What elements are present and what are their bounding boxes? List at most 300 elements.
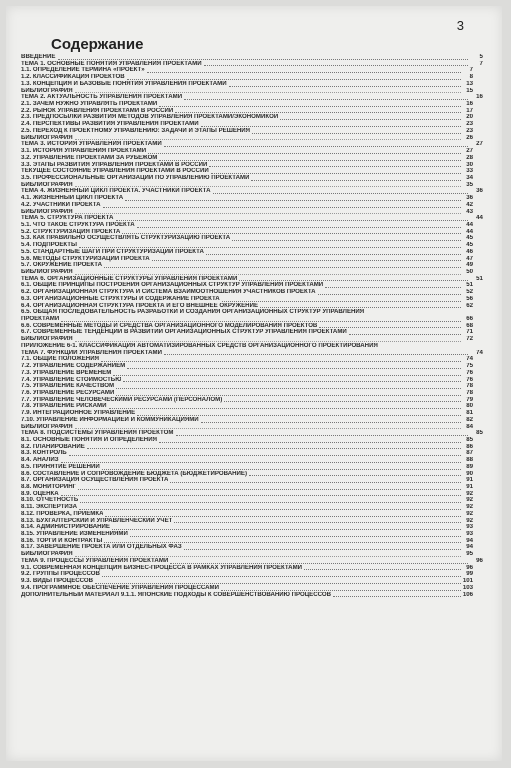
toc-entry-page: 91 — [466, 477, 473, 484]
dot-leader — [204, 65, 468, 66]
toc-entry-title: 3.3. ЭТАПЫ РАЗВИТИЯ УПРАВЛЕНИЯ ПРОЕКТАМИ В РОССИИ — [21, 161, 208, 168]
dot-leader — [349, 334, 461, 335]
toc-entry — [21, 531, 483, 538]
toc-entry — [21, 592, 483, 599]
toc-entry — [21, 524, 483, 531]
toc-entry-page: 43 — [466, 208, 473, 215]
toc-entry-page: 106 — [462, 591, 473, 598]
toc-entry — [21, 229, 483, 236]
dot-leader — [79, 509, 461, 510]
dot-leader — [105, 516, 461, 517]
toc-entry-page: 28 — [466, 154, 473, 161]
dot-leader — [325, 287, 461, 288]
dot-leader — [112, 529, 461, 530]
toc-entry-title: БИБЛИОГРАФИЯ — [21, 336, 73, 343]
toc-entry-title: 6.5. ОБЩАЯ ПОСЛЕДОВАТЕЛЬНОСТЬ РАЗРАБОТКИ И СОЗДАНИЯ ОРГАНИЗАЦИОННЫХ СТРУКТУР УПРАВЛЕНИЯ — [21, 309, 365, 316]
toc-entry-title: 4.1. ЖИЗНЕННЫЙ ЦИКЛ ПРОЕКТА — [21, 195, 124, 202]
dot-leader — [116, 395, 461, 396]
toc-entry-title: 2.1. ЗАЧЕМ НУЖНО УПРАВЛЯТЬ ПРОЕКТАМИ — [21, 101, 158, 108]
toc-entry-page: 45 — [466, 235, 473, 242]
toc-entry-page: 84 — [466, 423, 473, 430]
toc-entry-title: 8.14. АДМИНИСТРИРОВАНИЕ — [21, 524, 110, 531]
toc-entry-title: 5.3. КАК ПРАВИЛЬНО ОСУЩЕСТВЛЯТЬ СТРУКТУРИЗАЦИЮ ПРОЕКТА — [21, 235, 231, 242]
dot-leader — [232, 240, 461, 241]
toc-entry-page: 92 — [466, 497, 473, 504]
dot-leader — [152, 260, 461, 261]
toc-entry — [21, 182, 483, 189]
toc-entry-page: 30 — [466, 161, 473, 168]
toc-entry-title: ВВЕДЕНИЕ — [21, 54, 56, 61]
toc-entry-page: 44 — [476, 215, 483, 222]
dot-leader — [147, 72, 461, 73]
toc-entry — [21, 444, 483, 451]
toc-entry-title: 8.6. СОСТАВЛЕНИЕ И СОПРОВОЖДЕНИЕ БЮДЖЕТА (БЮДЖЕТИРОВАНИЕ) — [21, 470, 247, 477]
toc-entry-title: БИБЛИОГРАФИЯ — [21, 208, 73, 215]
dot-leader — [61, 462, 461, 463]
toc-entry-page: 99 — [466, 571, 473, 578]
toc-entry — [21, 168, 483, 175]
page-title: Содержание — [51, 36, 144, 53]
toc-entry-title: 6.4. ОРГАНИЗАЦИОННАЯ СТРУКТУРА ПРОЕКТА И ЕГО ВНЕШНЕЕ ОКРУЖЕНИЕ — [21, 302, 259, 309]
dot-leader — [127, 79, 461, 80]
book-page — [6, 6, 502, 761]
toc-entry-title: БИБЛИОГРАФИЯ — [21, 181, 73, 188]
dot-leader — [249, 475, 461, 476]
toc-entry-page: 35 — [466, 181, 473, 188]
toc-entry-title: 3.1. ИСТОРИЯ УПРАВЛЕНИЯ ПРОЕКТАМИ — [21, 148, 147, 155]
toc-entry-page: 8 — [469, 74, 473, 81]
toc-entry-page: 7 — [469, 67, 473, 74]
dot-leader — [170, 482, 461, 483]
toc-entry-title: 6.2. ОРГАНИЗАЦИОННАЯ СТРУКТУРА И СИСТЕМА ВЗАИМООТНОШЕНИЯ УЧАСТНИКОВ ПРОЕКТА — [21, 289, 316, 296]
toc-entry-title: ТЕМА 6. ОРГАНИЗАЦИОННЫЕ СТРУКТУРЫ УПРАВЛЕНИЯ ПРОЕКТАМИ — [21, 275, 238, 282]
dot-leader — [109, 408, 461, 409]
toc-entry — [21, 309, 483, 316]
toc-entry — [21, 491, 483, 498]
toc-entry-page: 71 — [466, 329, 473, 336]
toc-entry-title: 7.3. УПРАВЛЕНИЕ ВРЕМЕНЕМ — [21, 369, 112, 376]
toc-topic-entry — [21, 54, 483, 61]
toc-entry-title: 6.3. ОРГАНИЗАЦИОННЫЕ СТРУКТУРЫ И СОДЕРЖАНИЕ ПРОЕКТА — [21, 295, 220, 302]
toc-entry-page: 78 — [466, 383, 473, 390]
toc-entry — [21, 121, 483, 128]
dot-leader — [175, 112, 461, 113]
toc-entry-title: БИБЛИОГРАФИЯ — [21, 134, 73, 141]
toc-entry-page: 91 — [466, 484, 473, 491]
toc-entry — [21, 256, 483, 263]
toc-entry-page: 76 — [466, 369, 473, 376]
toc-entry-page: 45 — [466, 242, 473, 249]
toc-entry-title: ТЕМА 3. ИСТОРИЯ УПРАВЛЕНИЯ ПРОЕКТАМИ — [21, 141, 162, 148]
toc-entry-page: 62 — [466, 302, 473, 309]
toc-entry — [21, 222, 483, 229]
toc-entry-title: ТЕМА 2. АКТУАЛЬНОСТЬ УПРАВЛЕНИЯ ПРОЕКТАМИ — [21, 94, 183, 101]
dot-leader — [80, 502, 461, 503]
dot-leader — [78, 489, 461, 490]
toc-entry — [21, 343, 483, 350]
toc-entry — [21, 578, 483, 585]
toc-entry-page: 101 — [462, 578, 473, 585]
toc-entry-page: 96 — [466, 564, 473, 571]
toc-entry-page: 51 — [466, 282, 473, 289]
dot-leader — [251, 180, 461, 181]
toc-entry-page: 88 — [466, 457, 473, 464]
dot-leader — [239, 280, 468, 281]
dot-leader — [221, 590, 461, 591]
toc-entry — [21, 135, 483, 142]
table-of-contents — [21, 54, 483, 598]
toc-entry-page: 93 — [466, 524, 473, 531]
toc-entry — [21, 155, 483, 162]
toc-topic-entry — [21, 61, 483, 68]
toc-entry-title: 8.3. КОНТРОЛЬ — [21, 450, 67, 457]
toc-entry — [21, 101, 483, 108]
dot-leader — [176, 435, 468, 436]
dot-leader — [164, 146, 468, 147]
dot-leader — [116, 220, 468, 221]
dot-leader — [122, 233, 461, 234]
dot-leader — [79, 247, 461, 248]
toc-topic-entry — [21, 215, 483, 222]
toc-entry — [21, 450, 483, 457]
dot-leader — [213, 193, 468, 194]
toc-entry-page: 23 — [466, 121, 473, 128]
dot-leader — [75, 274, 461, 275]
toc-entry-title: 8.11. ЭКСПЕРТИЗА — [21, 504, 78, 511]
dot-leader — [102, 576, 461, 577]
toc-entry-page: 44 — [466, 221, 473, 228]
toc-entry — [21, 551, 483, 558]
toc-entry-title: 9.2. ГРУППЫ ПРОЦЕССОВ — [21, 571, 100, 578]
toc-entry-page: 7 — [479, 60, 483, 67]
toc-entry — [21, 504, 483, 511]
toc-entry-page: 36 — [466, 195, 473, 202]
toc-topic-entry — [21, 188, 483, 195]
toc-entry-title: ПРОЕКТАМИ — [21, 316, 60, 323]
toc-entry-page: 103 — [462, 584, 473, 591]
toc-entry — [21, 403, 483, 410]
toc-entry — [21, 538, 483, 545]
toc-entry-title: БИБЛИОГРАФИЯ — [21, 423, 73, 430]
toc-entry — [21, 397, 483, 404]
toc-entry-page: 72 — [466, 336, 473, 343]
toc-entry — [21, 81, 483, 88]
toc-entry — [21, 175, 483, 182]
dot-leader — [159, 106, 461, 107]
toc-entry — [21, 356, 483, 363]
toc-entry-page: 74 — [476, 349, 483, 356]
toc-entry-page: 15 — [466, 87, 473, 94]
toc-entry-title: ТЕМА 1. ОСНОВНЫЕ ПОНЯТИЯ УПРАВЛЕНИЯ ПРОЕКТАМИ — [21, 60, 202, 67]
toc-entry — [21, 128, 483, 135]
toc-entry-title: 1.3. КОНЦЕПЦИЯ И БАЗОВЫЕ ПОНЯТИЯ УПРАВЛЕНИЯ ПРОЕКТАМИ — [21, 80, 227, 87]
dot-leader — [75, 556, 461, 557]
dot-leader — [102, 469, 461, 470]
toc-entry-page: 44 — [466, 228, 473, 235]
toc-entry — [21, 202, 483, 209]
toc-entry — [21, 417, 483, 424]
toc-entry — [21, 437, 483, 444]
toc-entry-page: 36 — [476, 188, 483, 195]
toc-entry-title: 9.3. ВИДЫ ПРОЦЕССОВ — [21, 578, 94, 585]
toc-entry-page: 95 — [466, 551, 473, 558]
toc-entry-page: 34 — [466, 174, 473, 181]
dot-leader — [75, 139, 461, 140]
toc-entry-title: 4.2. УЧАСТНИКИ ПРОЕКТА — [21, 201, 101, 208]
toc-entry-title: 7.7. УПРАВЛЕНИЕ ЧЕЛОВЕЧЕСКИМИ РЕСУРСАМИ (ПЕРСОНАЛОМ) — [21, 396, 223, 403]
toc-entry-title: 8.13. БУХГАЛТЕРСКИЙ И УПРАВЛЕНЧЕСКИЙ УЧЕТ — [21, 517, 173, 524]
toc-entry-title: 8.7. ОРГАНИЗАЦИЯ ОСУЩЕСТВЛЕНИЯ ПРОЕКТА — [21, 477, 169, 484]
toc-entry-page: 26 — [466, 134, 473, 141]
toc-entry — [21, 424, 483, 431]
toc-entry-page: 81 — [466, 410, 473, 417]
dot-leader — [229, 86, 461, 87]
toc-entry-title: 9.1. СОВРЕМЕННАЯ КОНЦЕПЦИЯ БИЗНЕС-ПРОЦЕССА В РАМКАХ УПРАВЛЕНИЯ ПРОЕКТАМИ — [21, 564, 303, 571]
toc-entry-page: 82 — [466, 416, 473, 423]
dot-leader — [333, 596, 461, 597]
toc-entry-page: 75 — [466, 363, 473, 370]
toc-entry-title: 8.1. ОСНОВНЫЕ ПОНЯТИЯ И ОПРЕДЕЛЕНИЯ — [21, 436, 157, 443]
toc-entry-title: 8.10. ОТЧЕТНОСТЬ — [21, 497, 79, 504]
dot-leader — [137, 415, 461, 416]
toc-entry-title: 8.16. ТОРГИ И КОНТРАКТЫ — [21, 537, 103, 544]
dot-leader — [211, 173, 461, 174]
dot-leader — [209, 166, 461, 167]
dot-leader — [61, 495, 461, 496]
toc-topic-entry — [21, 350, 483, 357]
toc-topic-entry — [21, 94, 483, 101]
dot-leader — [103, 207, 461, 208]
dot-leader — [137, 227, 461, 228]
dot-leader — [101, 361, 461, 362]
toc-entry — [21, 571, 483, 578]
toc-entry-title: 6.1. ОБЩИЕ ПРИНЦИПЫ ПОСТРОЕНИЯ ОРГАНИЗАЦИОННЫХ СТРУКТУР УПРАВЛЕНИЯ ПРОЕКТАМИ — [21, 282, 324, 289]
toc-entry-title: 7.9. ИНТЕГРАЦИОННОЕ УПРАВЛЕНИЕ — [21, 410, 136, 417]
toc-entry — [21, 377, 483, 384]
dot-leader — [164, 354, 468, 355]
toc-entry — [21, 390, 483, 397]
toc-entry-title: 7.4. УПРАВЛЕНИЕ СТОИМОСТЬЮ — [21, 376, 122, 383]
toc-entry-page: 46 — [466, 248, 473, 255]
toc-entry-title: 8.8. МОНИТОРИНГ — [21, 484, 77, 491]
toc-entry — [21, 289, 483, 296]
dot-leader — [127, 368, 461, 369]
toc-entry — [21, 67, 483, 74]
toc-entry — [21, 565, 483, 572]
toc-entry-page: 52 — [466, 289, 473, 296]
toc-entry — [21, 477, 483, 484]
toc-entry — [21, 370, 483, 377]
dot-leader — [159, 160, 461, 161]
toc-entry-page: 16 — [476, 94, 483, 101]
toc-entry — [21, 464, 483, 471]
toc-entry-page: 89 — [466, 463, 473, 470]
toc-entry-page: 96 — [476, 557, 483, 564]
toc-entry-page: 23 — [466, 127, 473, 134]
toc-entry-title: БИБЛИОГРАФИЯ — [21, 269, 73, 276]
dot-leader — [304, 569, 461, 570]
toc-entry-title: ТЕКУЩЕЕ СОСТОЯНИЕ УПРАВЛЕНИЯ ПРОЕКТАМИ В РОССИИ — [21, 168, 209, 175]
toc-entry-title: ПРИЛОЖЕНИЕ 6-1. КЛАССИФИКАЦИЯ АВТОМАТИЗИРОВАННЫХ СРЕДСТВ ОРГАНИЗАЦИОННОГО ПРОЕКТИРОВАНИЯ — [21, 342, 378, 349]
toc-entry — [21, 585, 483, 592]
dot-leader — [252, 133, 461, 134]
toc-entry-page: 27 — [476, 141, 483, 148]
toc-entry-title: 7.10. УПРАВЛЕНИЕ ИНФОРМАЦИЕЙ И КОММУНИКАЦИЯМИ — [21, 416, 199, 423]
toc-entry — [21, 363, 483, 370]
toc-entry-title: 8.5. ПРИНЯТИЕ РЕШЕНИЙ — [21, 463, 100, 470]
dot-leader — [75, 186, 461, 187]
toc-entry-title: 7.5. УПРАВЛЕНИЕ КАЧЕСТВОМ — [21, 383, 115, 390]
toc-entry — [21, 497, 483, 504]
toc-entry-page: 47 — [466, 255, 473, 262]
toc-entry-title: 5.6. МЕТОДЫ СТРУКТУРИЗАЦИИ ПРОЕКТА — [21, 255, 150, 262]
toc-entry — [21, 249, 483, 256]
toc-entry-title: 7.2. УПРАВЛЕНИЕ СОДЕРЖАНИЕМ — [21, 363, 126, 370]
toc-entry-page: 93 — [466, 531, 473, 538]
toc-entry-title: 2.5. ПЕРЕХОД К ПРОЕКТНОМУ УПРАВЛЕНИЮ: ЗАДАЧИ И ЭТАПЫ РЕШЕНИЯ — [21, 127, 251, 134]
dot-leader — [159, 442, 461, 443]
dot-leader — [222, 301, 461, 302]
toc-entry-title: 2.3. ПРЕДПОСЫЛКИ РАЗВИТИЯ МЕТОДОВ УПРАВЛЕНИЯ ПРОЕКТАМИ/ЭКОНОМИКОЙ — [21, 114, 279, 121]
toc-entry-page: 27 — [466, 148, 473, 155]
toc-entry — [21, 148, 483, 155]
dot-leader — [148, 153, 461, 154]
toc-entry-title: 1.2. КЛАССИФИКАЦИЯ ПРОЕКТОВ — [21, 74, 125, 81]
dot-leader — [260, 307, 461, 308]
toc-entry-title: БИБЛИОГРАФИЯ — [21, 551, 73, 558]
toc-entry — [21, 108, 483, 115]
dot-leader — [75, 92, 461, 93]
toc-entry-title: 8.12. ПРОВЕРКА, ПРИЕМКА — [21, 510, 104, 517]
toc-entry-title: 3.5. ПРОФЕССИОНАЛЬНЫЕ ОРГАНИЗАЦИИ ПО УПРАВЛЕНИЮ ПРОЕКТАМИ — [21, 174, 250, 181]
toc-entry — [21, 518, 483, 525]
dot-leader — [87, 448, 461, 449]
page-number: 3 — [456, 18, 464, 33]
toc-entry — [21, 195, 483, 202]
dot-leader — [280, 119, 461, 120]
dot-leader — [170, 563, 468, 564]
toc-entry — [21, 114, 483, 121]
toc-entry-page: 50 — [466, 269, 473, 276]
toc-entry-title: 5.4. ПОДПРОЕКТЫ — [21, 242, 77, 249]
dot-leader — [95, 583, 461, 584]
dot-leader — [123, 381, 461, 382]
toc-entry — [21, 471, 483, 478]
dot-leader — [201, 422, 461, 423]
toc-entry-page: 85 — [476, 430, 483, 437]
dot-leader — [58, 59, 468, 60]
dot-leader — [184, 549, 461, 550]
toc-entry — [21, 282, 483, 289]
toc-entry-title: 2.2. РЫНОК УПРАВЛЕНИЯ ПРОЕКТАМИ В РОССИИ — [21, 107, 174, 114]
toc-entry-title: 8.9. ОЦЕНКА — [21, 490, 59, 497]
toc-entry-title: ТЕМА 4. ЖИЗНЕННЫЙ ЦИКЛ ПРОЕКТА. УЧАСТНИКИ ПРОЕКТА — [21, 188, 211, 195]
toc-entry-page: 87 — [466, 450, 473, 457]
toc-entry-title: 5.1. ЧТО ТАКОЕ СТРУКТУРА ПРОЕКТА — [21, 221, 135, 228]
toc-entry — [21, 457, 483, 464]
toc-entry-title: ДОПОЛНИТЕЛЬНЫЙ МАТЕРИАЛ 9.1.1. ЯПОНСКИЕ ПОДХОДЫ К СОВЕРШЕНСТВОВАНИЮ ПРОЦЕССОВ — [21, 591, 332, 598]
toc-entry-title: 1.1. ОПРЕДЕЛЕНИЕ ТЕРМИНА «ПРОЕКТ» — [21, 67, 145, 74]
toc-entry-title: 7.8. УПРАВЛЕНИЕ РИСКАМИ — [21, 403, 107, 410]
toc-entry — [21, 303, 483, 310]
toc-entry-page: 33 — [466, 168, 473, 175]
toc-entry — [21, 88, 483, 95]
toc-entry-title: ТЕМА 7. ФУНКЦИИ УПРАВЛЕНИЯ ПРОЕКТАМИ — [21, 349, 163, 356]
toc-entry — [21, 242, 483, 249]
toc-entry-page: 92 — [466, 517, 473, 524]
toc-entry-title: ТЕМА 8. ПОДСИСТЕМЫ УПРАВЛЕНИЯ ПРОЕКТОМ — [21, 430, 174, 437]
dot-leader — [113, 375, 461, 376]
toc-entry-title: 6.6. СОВРЕМЕННЫЕ МЕТОДЫ И СРЕДСТВА ОРГАНИЗАЦИОННОГО МОДЕЛИРОВАНИЯ ПРОЕКТОВ — [21, 322, 318, 329]
toc-entry-page: 90 — [466, 470, 473, 477]
toc-entry — [21, 262, 483, 269]
dot-leader — [125, 200, 461, 201]
toc-entry-page: 51 — [476, 275, 483, 282]
toc-entry-title: ТЕМА 9. ПРОЦЕССЫ УПРАВЛЕНИЯ ПРОЕКТАМИ — [21, 557, 169, 564]
toc-entry-title: БИБЛИОГРАФИЯ — [21, 87, 73, 94]
toc-entry-page: 92 — [466, 510, 473, 517]
toc-entry-page: 42 — [466, 201, 473, 208]
toc-topic-entry — [21, 276, 483, 283]
toc-entry-page: 13 — [466, 80, 473, 87]
dot-leader — [174, 522, 461, 523]
toc-entry-page: 20 — [466, 114, 473, 121]
toc-entry-page: 56 — [466, 295, 473, 302]
toc-entry — [21, 316, 483, 323]
toc-entry-page: 76 — [466, 376, 473, 383]
dot-leader — [104, 542, 461, 543]
toc-entry-title: 8.15. УПРАВЛЕНИЕ ИЗМЕНЕНИЯМИ — [21, 531, 128, 538]
toc-entry-title: 7.6. УПРАВЛЕНИЕ РЕСУРСАМИ — [21, 389, 115, 396]
toc-entry-page: 94 — [466, 544, 473, 551]
dot-leader — [61, 321, 461, 322]
toc-entry-page: 17 — [466, 107, 473, 114]
toc-entry-page: 92 — [466, 504, 473, 511]
toc-entry — [21, 410, 483, 417]
toc-topic-entry — [21, 141, 483, 148]
toc-entry-page: 94 — [466, 537, 473, 544]
toc-entry — [21, 544, 483, 551]
dot-leader — [130, 536, 461, 537]
toc-entry-page: 92 — [466, 490, 473, 497]
toc-entry — [21, 329, 483, 336]
toc-entry-page: 80 — [466, 403, 473, 410]
toc-entry-title: 7.1. ОБЩИЕ ПОЛОЖЕНИЯ — [21, 356, 99, 363]
dot-leader — [69, 455, 461, 456]
toc-entry-title: 8.2. ПЛАНИРОВАНИЕ — [21, 443, 85, 450]
toc-entry-title: 5.7. ОКРУЖЕНИЕ ПРОЕКТА — [21, 262, 102, 269]
toc-entry — [21, 235, 483, 242]
toc-entry-title: 2.4. ПЕРСПЕКТИВЫ РАЗВИТИЯ УПРАВЛЕНИЯ ПРОЕКТАМИ — [21, 121, 199, 128]
toc-entry — [21, 383, 483, 390]
toc-entry-page: 78 — [466, 389, 473, 396]
toc-entry — [21, 511, 483, 518]
toc-entry-title: 6.7. СОВРЕМЕННЫЕ ТЕНДЕНЦИИ В РАЗВИТИИ ОРГАНИЗАЦИОННЫХ СТРУКТУР УПРАВЛЕНИЯ ПРОЕКТАМИ — [21, 329, 347, 336]
dot-leader — [318, 294, 461, 295]
toc-entry-page: 66 — [466, 316, 473, 323]
toc-topic-entry — [21, 558, 483, 565]
toc-entry-title: 9.4. ПРОГРАММНОЕ ОБЕСПЕЧЕНИЕ УПРАВЛЕНИЯ ПРОЦЕССАМИ — [21, 584, 219, 591]
toc-entry-title: 3.2. УПРАВЛЕНИЕ ПРОЕКТАМИ ЗА РУБЕЖОМ — [21, 154, 158, 161]
toc-entry-page: 49 — [466, 262, 473, 269]
toc-entry-page: 5 — [479, 54, 483, 61]
dot-leader — [201, 126, 461, 127]
toc-entry-page: 85 — [466, 436, 473, 443]
dot-leader — [104, 267, 461, 268]
toc-entry-title: 8.4. АНАЛИЗ — [21, 457, 59, 464]
toc-entry — [21, 269, 483, 276]
toc-entry — [21, 296, 483, 303]
